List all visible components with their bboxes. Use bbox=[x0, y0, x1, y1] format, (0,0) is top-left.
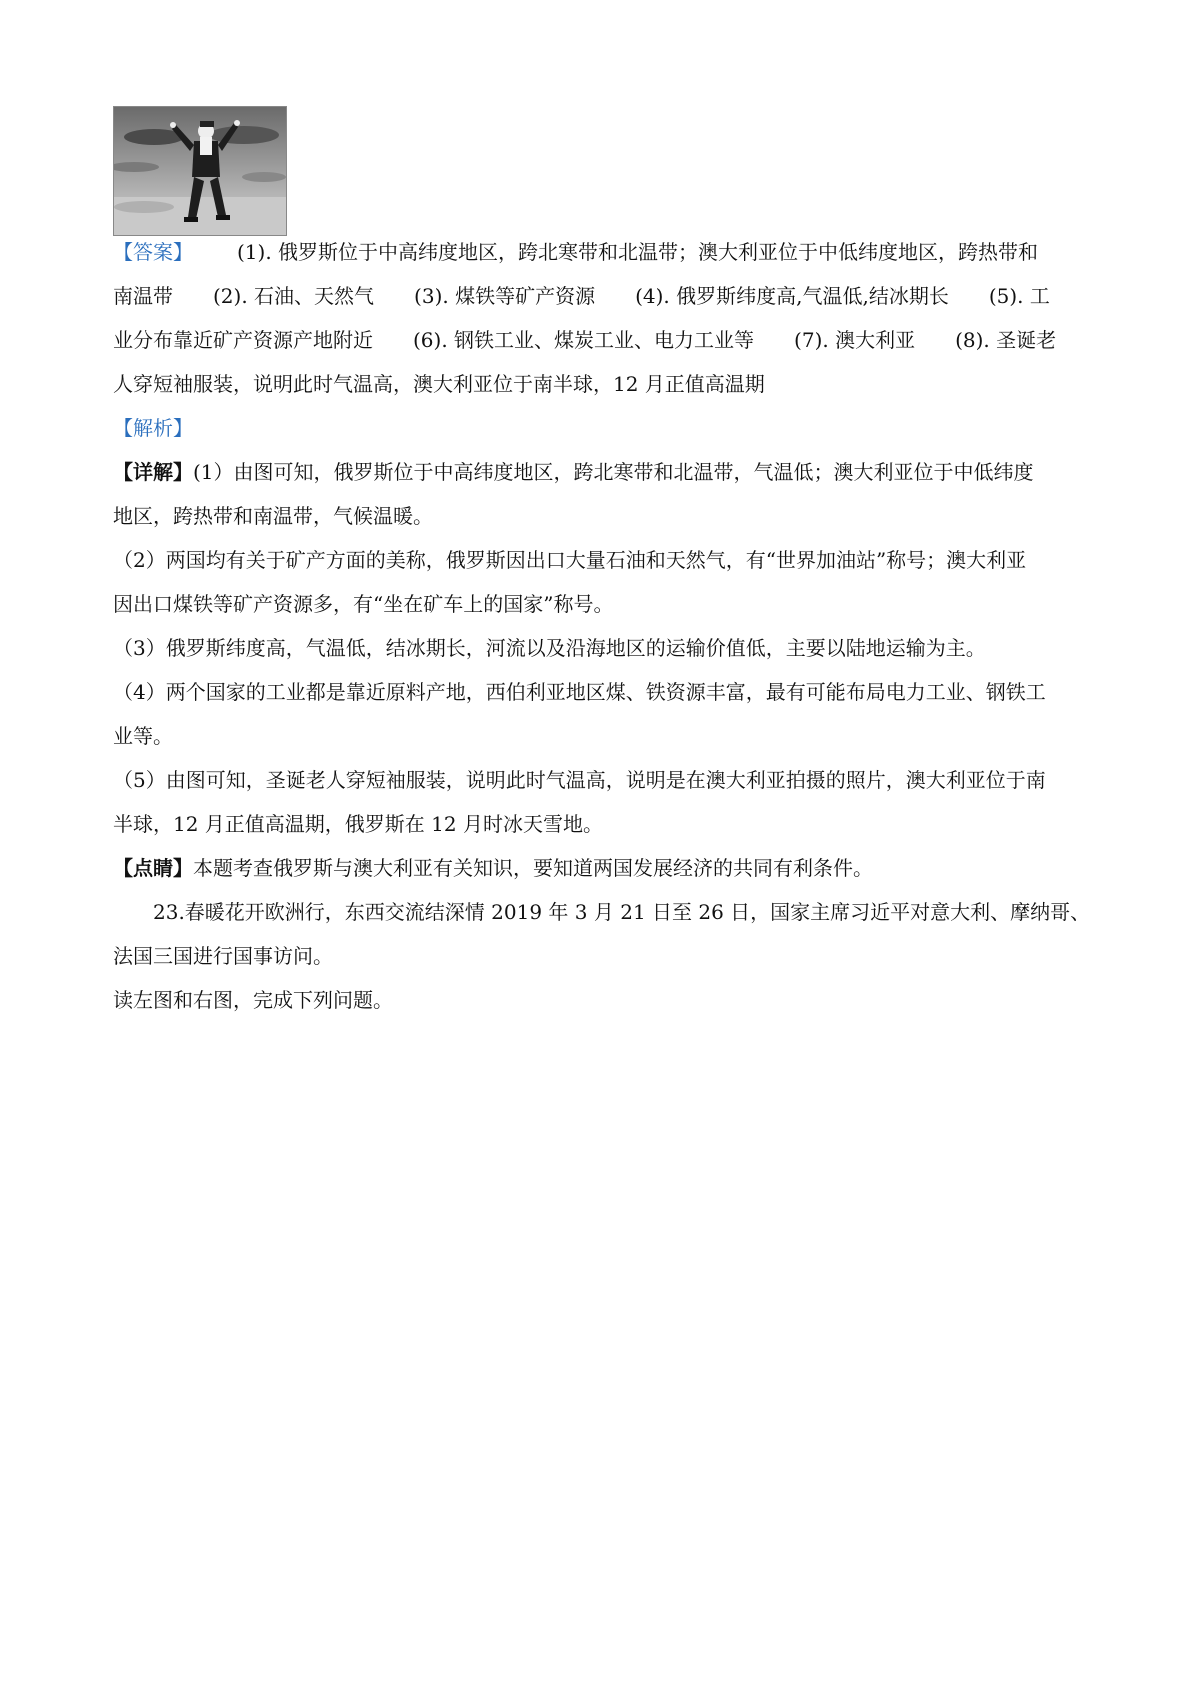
detail-text: 半球，12 月正值高温期，俄罗斯在 12 月时冰天雪地。 bbox=[113, 812, 603, 836]
answer-line-1 bbox=[113, 238, 1100, 266]
detail-label: 【详解】 bbox=[113, 460, 193, 484]
question-23-instruction bbox=[113, 986, 1100, 1014]
answer-label: 【答案】 bbox=[113, 240, 193, 264]
comment-label: 【点睛】 bbox=[113, 856, 193, 880]
question-23-line-1 bbox=[153, 898, 1100, 926]
answer-line-3 bbox=[113, 326, 1100, 354]
detail-text: （5）由图可知，圣诞老人穿短袖服装，说明此时气温高，说明是在澳大利亚拍摄的照片，澳大利亚位于南 bbox=[113, 768, 1046, 792]
answer-text-line: 南温带 (2). 石油、天然气 (3). 煤铁等矿产资源 (4). 俄罗斯纬度高,气温低,结冰期长 (5). 工 bbox=[113, 284, 1050, 308]
detail-text: （2）两国均有关于矿产方面的美称，俄罗斯因出口大量石油和天然气，有“世界加油站”称号；澳大利亚 bbox=[113, 548, 1027, 572]
detail-line-5 bbox=[113, 634, 1100, 662]
detail-line-2 bbox=[113, 502, 1100, 530]
comment-text: 本题考查俄罗斯与澳大利亚有关知识，要知道两国发展经济的共同有利条件。 bbox=[193, 856, 873, 880]
detail-line-3 bbox=[113, 546, 1100, 574]
analysis-heading bbox=[113, 414, 1100, 442]
detail-text: 地区，跨热带和南温带，气候温暖。 bbox=[113, 504, 433, 528]
detail-line-8 bbox=[113, 766, 1100, 794]
detail-line-6 bbox=[113, 678, 1100, 706]
santa-beach-photo bbox=[113, 106, 287, 236]
detail-text: 业等。 bbox=[113, 724, 173, 748]
detail-text: 因出口煤铁等矿产资源多，有“坐在矿车上的国家”称号。 bbox=[113, 592, 614, 616]
detail-line-1 bbox=[113, 458, 1100, 486]
detail-line-7 bbox=[113, 722, 1100, 750]
question-23-instruction-text: 读左图和右图，完成下列问题。 bbox=[113, 988, 393, 1012]
question-23-text: 法国三国进行国事访问。 bbox=[113, 944, 333, 968]
answer-text-line: 业分布靠近矿产资源产地附近 (6). 钢铁工业、煤炭工业、电力工业等 (7). 澳大利亚 (8). 圣诞老 bbox=[113, 328, 1057, 352]
analysis-label: 【解析】 bbox=[113, 416, 193, 440]
answer-text-line: (1). 俄罗斯位于中高纬度地区，跨北寒带和北温带；澳大利亚位于中低纬度地区，跨热带和 bbox=[237, 240, 1039, 264]
detail-text: （4）两个国家的工业都是靠近原料产地，西伯利亚地区煤、铁资源丰富，最有可能布局电力工业、钢铁工 bbox=[113, 680, 1046, 704]
answer-line-4 bbox=[113, 370, 1100, 398]
detail-text: （3）俄罗斯纬度高，气温低，结冰期长，河流以及沿海地区的运输价值低，主要以陆地运输为主。 bbox=[113, 636, 986, 660]
detail-line-4 bbox=[113, 590, 1100, 618]
comment-line bbox=[113, 854, 1100, 882]
detail-text: (1）由图可知，俄罗斯位于中高纬度地区，跨北寒带和北温带，气温低；澳大利亚位于中低纬度 bbox=[193, 460, 1034, 484]
question-23-text: 23.春暖花开欧洲行，东西交流结深情 2019 年 3 月 21 日至 26 日，国家主席习近平对意大利、摩纳哥、 bbox=[153, 900, 1091, 924]
question-23-line-2 bbox=[113, 942, 1100, 970]
detail-line-9 bbox=[113, 810, 1100, 838]
answer-line-2 bbox=[113, 282, 1100, 310]
answer-text-line: 人穿短袖服装，说明此时气温高，澳大利亚位于南半球，12 月正值高温期 bbox=[113, 372, 765, 396]
